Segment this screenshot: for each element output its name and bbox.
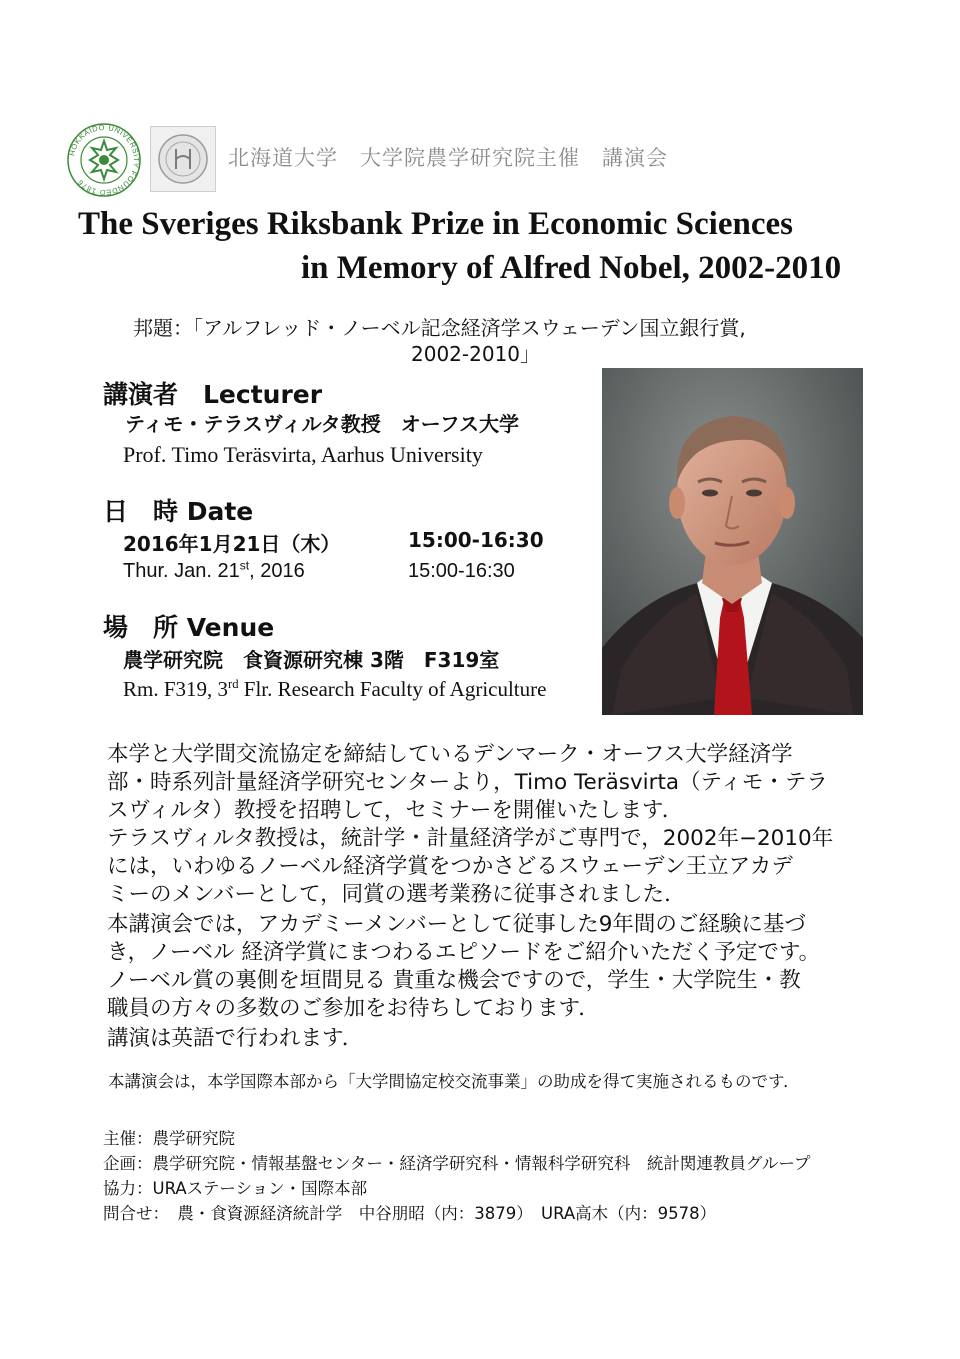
organizer-line: 北海道大学 大学院農学研究院主催 講演会 [228,146,668,170]
background-paragraph [107,825,867,909]
description-line: き，ノーベル 経済学賞にまつわるエピソードをご紹介いただく予定です。 [107,940,821,965]
lecturer-name-en: Prof. Timo Teräsvirta, Aarhus University [123,442,483,467]
intro-line: 本学と大学間交流協定を締結しているデンマーク・オーフス大学経済学 [107,742,793,767]
event-title-line1: The Sveriges Riksbank Prize in Economic Sciences [78,206,793,242]
time-en: 15:00-16:30 [408,560,515,582]
funding-note: 本講演会は，本学国際本部から「大学間協定校交流事業」の助成を得て実施されるものです． [108,1072,800,1091]
lecturer-photo [602,368,863,715]
date-en-year: , 2016 [249,560,305,582]
logo-ring-text: HOKKAIDO UNIVERSITY FOUNDED 1876 [67,122,142,198]
description-line: 本講演会では，アカデミーメンバーとして従事した9年間のご経験に基づ [107,912,806,937]
contact-line: 問合せ： 農・食資源経済統計学 中谷朋昭（内：3879） URA高木（内：9578） [103,1204,717,1223]
venue-en-building: Flr. Research Faculty of Agriculture [238,677,547,701]
japanese-title-line1: 邦題：「アルフレッド・ノーベル記念経済学スウェーデン国立銀行賞, [133,316,746,340]
date-jp: 2016年1月21日（木） [123,532,341,556]
venue-en-ordinal: rd [228,677,239,691]
background-line: テラスヴィルタ教授は，統計学・計量経済学がご専門で，2002年−2010年 [107,826,834,851]
intro-line: スヴィルタ）教授を招聘して，セミナーを開催いたします． [107,798,684,823]
cooperation-line: 協力：URAステーション・国際本部 [103,1179,368,1198]
host-line: 主催：農学研究院 [103,1129,235,1148]
lecturer-name-jp: ティモ・テラスヴィルタ教授 オーフス大学 [125,412,519,436]
language-note: 講演は英語で行われます． [107,1026,364,1051]
hokkaido-university-logo [66,122,142,198]
date-en [123,560,305,583]
japanese-title-line2: 2002-2010」 [411,342,541,366]
description-paragraph [107,911,867,1023]
date-en-ordinal: st [239,558,250,573]
time-jp: 15:00-16:30 [408,528,544,552]
background-line: には，いわゆるノーベル経済学賞をつかさどるスウェーデン王立アカデ [107,854,793,879]
lecturer-heading: 講演者 Lecturer [103,380,323,409]
venue-en-room: Rm. F319, 3 [123,677,229,701]
date-heading: 日 時 Date [103,497,254,526]
event-title-line2: in Memory of Alfred Nobel, 2002-2010 [301,250,842,286]
date-en-text: Thur. Jan. 21 [123,560,240,582]
venue-en [123,677,546,702]
intro-paragraph [107,741,867,825]
background-line: ミーのメンバーとして，同賞の選考業務に従事されました． [107,882,686,907]
description-line: ノーベル賞の裏側を垣間見る 貴重な機会ですので，学生・大学院生・教 [107,968,801,993]
planning-line: 企画：農学研究院・情報基盤センター・経済学研究科・情報科学研究科 統計関連教員グループ [103,1154,811,1173]
venue-heading: 場 所 Venue [103,613,275,642]
description-line: 職員の方々の多数のご参加をお待ちしております． [107,996,600,1021]
graduate-school-emblem [150,126,216,192]
intro-line: 部・時系列計量経済学研究センターより，Timo Teräsvirta（ティモ・テラ [107,770,828,795]
venue-jp: 農学研究院 食資源研究棟 3階 F319室 [123,648,500,672]
